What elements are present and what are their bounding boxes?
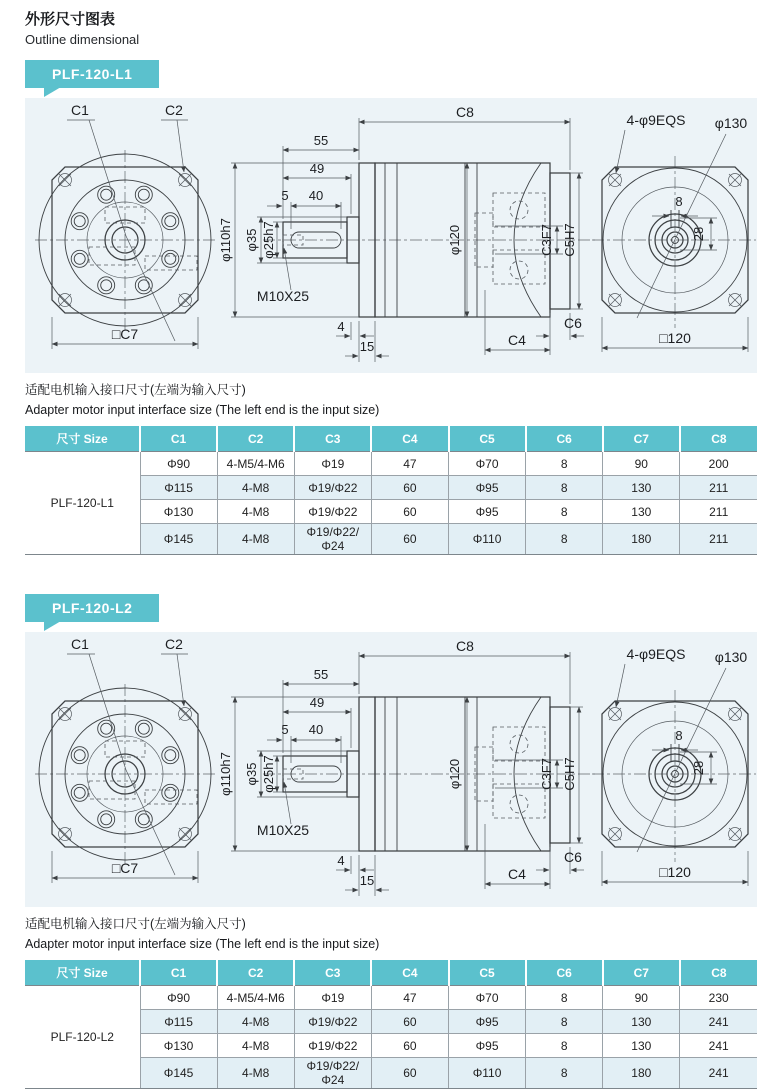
cell: 230 [680, 986, 757, 1010]
col-c7: C7 [603, 426, 680, 452]
dim-4-phi9eqs: 4-φ9EQS [626, 112, 686, 128]
cell: Φ70 [449, 986, 526, 1010]
cell: Φ70 [449, 452, 526, 476]
dim-phi130: φ130 [714, 649, 748, 665]
cell: Φ19 [294, 452, 371, 476]
dim-c1: C1 [71, 636, 89, 652]
dim-phi35: φ35 [244, 228, 259, 252]
dim-c4: C4 [508, 866, 526, 882]
col-c6: C6 [526, 960, 603, 986]
dim-49: 49 [309, 695, 325, 710]
col-c4: C4 [371, 960, 448, 986]
cell: Φ95 [449, 476, 526, 500]
cell: 4-M8 [217, 1010, 294, 1034]
cell: 8 [526, 524, 603, 555]
cell: 90 [603, 986, 680, 1010]
row-label: PLF-120-L2 [25, 986, 140, 1089]
cell: 60 [371, 524, 448, 555]
dim-phi25h7: φ25h7 [261, 221, 276, 259]
cell: 60 [371, 1034, 448, 1058]
cell: 8 [526, 476, 603, 500]
cell: 241 [680, 1034, 757, 1058]
dim-c3f7: C3F7 [539, 224, 554, 256]
drawing-panel-l2 [25, 632, 757, 907]
cell: Φ130 [140, 1034, 217, 1058]
col-c5: C5 [449, 960, 526, 986]
dim-sq120: □120 [659, 864, 691, 880]
technical-drawing-l1 [25, 98, 757, 373]
cell: Φ95 [449, 500, 526, 524]
dim-c6: C6 [564, 315, 582, 331]
col-size: 尺寸 Size [25, 426, 140, 452]
cell: 4-M8 [217, 476, 294, 500]
page-subtitle: Outline dimensional [25, 32, 140, 47]
cell: 60 [371, 500, 448, 524]
cell: 180 [603, 524, 680, 555]
cell: 200 [680, 452, 757, 476]
col-c2: C2 [217, 960, 294, 986]
side-view [218, 104, 595, 362]
cell: Φ19/Φ22 [294, 1010, 371, 1034]
col-c5: C5 [449, 426, 526, 452]
dimension-table-l1 [25, 426, 757, 555]
cell: 8 [526, 452, 603, 476]
dim-c2: C2 [165, 102, 183, 118]
dim-phi25h7: φ25h7 [261, 755, 276, 793]
cell: 8 [526, 500, 603, 524]
cell: 4-M8 [217, 1034, 294, 1058]
dim-28: 28 [691, 226, 706, 242]
table-row [25, 452, 757, 476]
dim-4-phi9eqs: 4-φ9EQS [626, 646, 686, 662]
dim-5: 5 [281, 722, 289, 737]
note-en: Adapter motor input interface size (The left end is the input size) [25, 937, 380, 951]
dim-8: 8 [675, 194, 683, 209]
page-title: 外形尺寸图表 [25, 11, 116, 28]
col-c2: C2 [217, 426, 294, 452]
cell: 4-M5/4-M6 [217, 986, 294, 1010]
col-c1: C1 [140, 960, 217, 986]
cell: 211 [680, 500, 757, 524]
dim-40: 40 [308, 722, 324, 737]
dim-55: 55 [313, 133, 329, 148]
cell: 130 [603, 1010, 680, 1034]
dim-c2: C2 [165, 636, 183, 652]
dim-4: 4 [337, 319, 345, 334]
cell: 47 [371, 452, 448, 476]
cell: 4-M5/4-M6 [217, 452, 294, 476]
dim-phi110h7: φ110h7 [218, 752, 233, 796]
dim-c1: C1 [71, 102, 89, 118]
note-zh: 适配电机输入接口尺寸(左端为输入尺寸) [25, 917, 246, 931]
rear-view [592, 646, 756, 886]
dim-phi130: φ130 [714, 115, 748, 131]
col-c6: C6 [526, 426, 603, 452]
cell: Φ90 [140, 452, 217, 476]
dim-40: 40 [308, 188, 324, 203]
cell: 4-M8 [217, 500, 294, 524]
dim-55: 55 [313, 667, 329, 682]
front-view [35, 636, 215, 883]
cell: 130 [603, 500, 680, 524]
cell: 60 [371, 1058, 448, 1089]
note-l2 [25, 914, 757, 954]
dim-phi35: φ35 [244, 762, 259, 786]
dim-m10x25: M10X25 [256, 822, 310, 838]
dim-c6: C6 [564, 849, 582, 865]
cell: 8 [526, 1010, 603, 1034]
cell: 90 [603, 452, 680, 476]
rear-view [592, 112, 756, 352]
dim-phi120: φ120 [447, 758, 462, 790]
model-badge-l2: PLF-120-L2 [25, 594, 159, 622]
dim-4: 4 [337, 853, 345, 868]
cell: 8 [526, 1034, 603, 1058]
note-l1 [25, 380, 757, 420]
dim-c5h7: C5H7 [562, 223, 577, 257]
drawing-panel-l1 [25, 98, 757, 373]
cell: 211 [680, 476, 757, 500]
dim-c8: C8 [456, 104, 474, 120]
cell: Φ110 [449, 1058, 526, 1089]
cell: 241 [680, 1010, 757, 1034]
dim-m10x25: M10X25 [256, 288, 310, 304]
cell: Φ145 [140, 524, 217, 555]
row-label: PLF-120-L1 [25, 452, 140, 555]
cell: Φ90 [140, 986, 217, 1010]
dim-28: 28 [691, 760, 706, 776]
cell: Φ115 [140, 1010, 217, 1034]
dim-phi110h7: φ110h7 [218, 218, 233, 262]
col-c7: C7 [603, 960, 680, 986]
dimension-table-l2 [25, 960, 757, 1089]
col-c3: C3 [294, 960, 371, 986]
dim-49: 49 [309, 161, 325, 176]
technical-drawing-l2 [25, 632, 757, 907]
cell: 47 [371, 986, 448, 1010]
col-c8: C8 [680, 960, 757, 986]
dim-phi120: φ120 [447, 224, 462, 256]
cell: 8 [526, 1058, 603, 1089]
cell: 180 [603, 1058, 680, 1089]
col-c8: C8 [680, 426, 757, 452]
cell: 4-M8 [217, 524, 294, 555]
cell: Φ19/Φ22/Φ24 [294, 1058, 371, 1089]
dim-15: 15 [359, 873, 375, 888]
dim-sq120: □120 [659, 330, 691, 346]
note-zh: 适配电机输入接口尺寸(左端为输入尺寸) [25, 383, 246, 397]
cell: 130 [603, 1034, 680, 1058]
table-row [25, 986, 757, 1010]
cell: Φ145 [140, 1058, 217, 1089]
cell: Φ95 [449, 1010, 526, 1034]
cell: Φ110 [449, 524, 526, 555]
cell: Φ19/Φ22 [294, 476, 371, 500]
cell: Φ19 [294, 986, 371, 1010]
front-view [35, 102, 215, 349]
cell: 241 [680, 1058, 757, 1089]
cell: Φ19/Φ22 [294, 500, 371, 524]
table-header-row [25, 960, 757, 986]
cell: 8 [526, 986, 603, 1010]
dim-c7: □C7 [111, 326, 139, 342]
dim-5: 5 [281, 188, 289, 203]
cell: Φ95 [449, 1034, 526, 1058]
cell: Φ115 [140, 476, 217, 500]
cell: Φ19/Φ22 [294, 1034, 371, 1058]
col-c3: C3 [294, 426, 371, 452]
section-plf-120-l1 [25, 47, 757, 555]
dim-8: 8 [675, 728, 683, 743]
dim-c3f7: C3F7 [539, 758, 554, 790]
section-plf-120-l2 [25, 581, 757, 1089]
cell: 60 [371, 476, 448, 500]
cell: 60 [371, 1010, 448, 1034]
cell: Φ19/Φ22/Φ24 [294, 524, 371, 555]
side-view [218, 638, 595, 896]
dim-c4: C4 [508, 332, 526, 348]
cell: 4-M8 [217, 1058, 294, 1089]
note-en: Adapter motor input interface size (The left end is the input size) [25, 403, 380, 417]
table-header-row [25, 426, 757, 452]
col-size: 尺寸 Size [25, 960, 140, 986]
dim-c8: C8 [456, 638, 474, 654]
cell: Φ130 [140, 500, 217, 524]
col-c4: C4 [371, 426, 448, 452]
cell: 130 [603, 476, 680, 500]
model-badge-l1: PLF-120-L1 [25, 60, 159, 88]
dim-15: 15 [359, 339, 375, 354]
dim-c7: □C7 [111, 860, 139, 876]
cell: 211 [680, 524, 757, 555]
dim-c5h7: C5H7 [562, 757, 577, 791]
col-c1: C1 [140, 426, 217, 452]
